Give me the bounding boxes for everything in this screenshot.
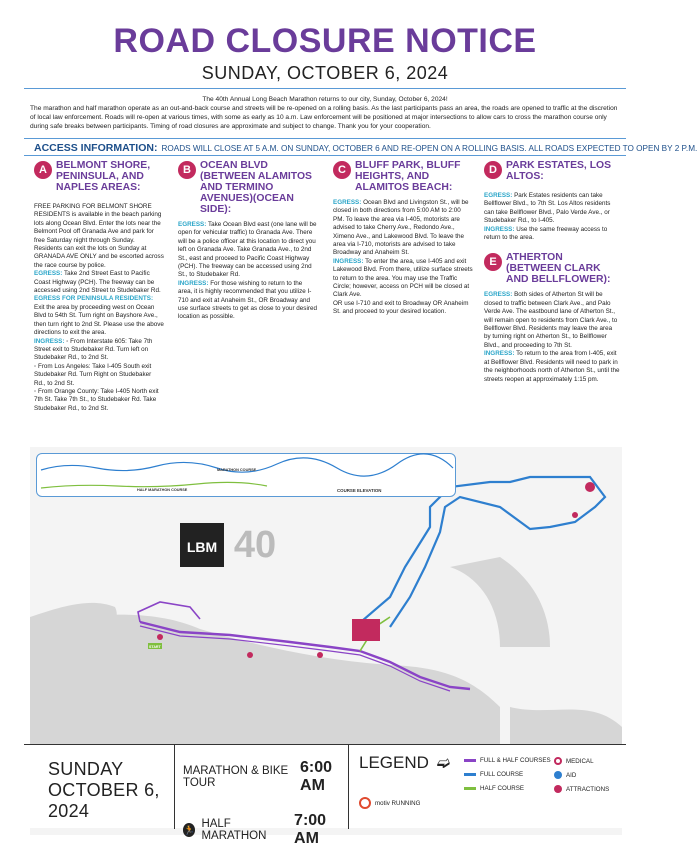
legend-both-label: FULL & HALF COURSES xyxy=(480,757,551,764)
section-a-egress: Take 2nd Street East to Pacific Coast Highway (PCH). The freeway can be accessed using 2nd Street to Studebaker Rd. xyxy=(34,270,161,295)
legend-full-label: FULL COURSE xyxy=(480,771,524,778)
section-b-ingress: For those wishing to return to the area, it is highly recommended that you utilize I-710 and exit at Anaheim St., OR Broadway and use surface streets to get as close to your desired location as possible. xyxy=(178,279,317,321)
legend-full xyxy=(464,771,523,778)
sponsor xyxy=(359,797,420,809)
section-c-title: BLUFF PARK, BLUFF HEIGHTS, AND ALAMITOS BEACH: xyxy=(355,160,461,193)
start-label: START xyxy=(149,645,161,649)
motiv-icon xyxy=(359,797,371,809)
section-e xyxy=(484,252,620,285)
legend xyxy=(349,745,626,829)
section-c-ingress: To enter the area, use I-405 and exit Lakewood Blvd. From there, utilize surface streets to return to the area. You may use the Traffic Circle; however, access on PCH will be closed at Clark Ave. xyxy=(333,257,473,299)
aid-icon xyxy=(554,771,562,779)
ingress-label: INGRESS: xyxy=(484,350,515,358)
event2-time: 7:00 AM xyxy=(294,812,327,847)
logo-number: 40 xyxy=(233,524,277,566)
event1-time: 6:00 AM xyxy=(300,759,333,794)
attraction-icon xyxy=(157,634,163,640)
section-d-title: PARK ESTATES, LOS ALTOS: xyxy=(506,160,612,182)
finish-marker xyxy=(352,619,380,641)
section-a-title: BELMONT SHORE, PENINSULA, AND NAPLES AREAS: xyxy=(56,160,151,193)
section-d-egress: Park Estates residents can take Bellflower Blvd., to 7th St. Los Altos residents can take Bellflower Blvd., Palo Verde Ave., or Studebaker Rd., to I-405. xyxy=(484,192,611,225)
half-course-label: HALF MARATHON COURSE xyxy=(137,488,188,492)
section-a xyxy=(34,160,164,413)
footer-date xyxy=(24,745,174,829)
legend-attractions-label: ATTRACTIONS xyxy=(566,785,610,793)
attraction-icon xyxy=(572,512,578,518)
legend-medical-label: MEDICAL xyxy=(566,757,594,765)
ingress-label: INGRESS: xyxy=(178,279,209,287)
egress-label: EGRESS: xyxy=(178,221,207,228)
attraction-icon xyxy=(317,652,323,658)
egress-label: EGRESS: xyxy=(484,192,513,199)
egress-label: EGRESS: xyxy=(333,199,362,206)
badge-d: D xyxy=(484,161,502,179)
divider xyxy=(24,88,626,89)
access-text: ROADS WILL CLOSE AT 5 A.M. ON SUNDAY, OCTOBER 6 AND RE-OPEN ON A ROLLING BASIS. ALL ROADS EXPECTED TO OPEN BY 2 P.M. xyxy=(161,144,697,153)
badge-e: E xyxy=(484,253,502,271)
peninsula-label: EGRESS FOR PENINSULA RESIDENTS: xyxy=(34,295,154,303)
legend-medical xyxy=(554,757,594,765)
footer-date-text: OCTOBER 6, 2024 xyxy=(48,780,160,821)
ingress-label: INGRESS: xyxy=(34,337,65,345)
event1-label: MARATHON & BIKE TOUR xyxy=(183,765,289,789)
section-a-parking: FREE PARKING FOR BELMONT SHORE RESIDENTS is available in the beach parking lots along Ocean Blvd. Enter the lots near the Belmont Pool off Granada Ave and park for free Saturday night through Sunday. Residents can exit the lots on Sunday at GRANADA AVE ONLY and be escorted across the race course by police. xyxy=(34,203,164,269)
section-e-egress: Both sides of Atherton St will be closed to traffic between Clark Ave., and Palo Verde Ave. The eastbound lane of Atherton St., will remain open to residents from Clark Ave., to Bellflower Blvd. Residents may leave the area by turning right on Atherton St., to Bellflower Blvd., and proceeding to 7th St. xyxy=(484,291,618,349)
legend-attractions xyxy=(554,785,609,793)
divider xyxy=(24,155,626,156)
section-a-peninsula: Exit the area by proceeding west on Ocean Blvd to 54th St. Turn right on Bayshore Ave., then turn right to 2nd St. Please use the above directions to exit the area. xyxy=(34,303,164,337)
section-b xyxy=(178,160,318,322)
footer xyxy=(24,744,626,847)
elevation-graphic xyxy=(37,454,457,498)
egress-label: EGRESS: xyxy=(34,270,63,278)
legend-half-label: HALF COURSE xyxy=(480,785,525,792)
elevation-chart xyxy=(36,453,456,497)
half-course-swatch xyxy=(464,787,476,790)
badge-a: A xyxy=(34,161,52,179)
section-b-egress: Take Ocean Blvd east (one lane will be open for vehicular traffic) to Granada Ave. There will be a police officer at this location to direct you left on Granada Ave. Take Granada Ave., to 2nd St., east and proceed to Pacific Coast Highway (PCH). The freeway can be accessed using 2nd St., to Studebaker Rd. xyxy=(178,221,317,279)
section-d-ingress: Use the same freeway access to return to the area. xyxy=(484,225,608,242)
section-c-egress: Ocean Blvd and Livingston St., will be closed in both directions from 5:00 AM to 2:00 PM. To leave the area via I-405, motorists are advised to take Cherry Ave., Redondo Ave., Ximeno Ave., and Lakewood Blvd. To leave the area via I-710, motorists are advised to take Broadway and Anaheim St. xyxy=(333,199,469,257)
section-c-or: OR use I-710 and exit to Broadway OR Anaheim St. and proceed to your desired location. xyxy=(333,299,469,316)
egress-label: EGRESS: xyxy=(484,291,513,299)
elevation-title: COURSE ELEVATION xyxy=(337,488,382,493)
section-e-ingress: To return to the area from I-405, exit at Bellflower Blvd. Residents will need to park in the neighborhoods north of Atherton St., until the streets reopen at approximately 1:15 pm. xyxy=(484,350,620,383)
river xyxy=(450,557,550,647)
section-a-oc: ◦ From Orange County: Take I-405 North exit 7th St. Take 7th St., to Studebaker Rd. Take Studebaker Rd., to 2nd St. xyxy=(34,387,159,412)
intro-body: The marathon and half marathon operate as an out-and-back course and streets will be re-opened on a rolling basis. As the last participants pass an area, the roads are opened to traffic at the discretion of local law enforcement. Roads will re-open at various times, with some as early as 10 a.m. Law enforcement will be positioned at major intersections to allow cars to cross the marathon course only during safe breaks between participants. Timing of road closures are approximate and subject to change. Thank you for your cooperation. xyxy=(30,105,618,130)
medical-icon xyxy=(554,757,562,765)
legend-aid-label: AID xyxy=(566,771,577,779)
intro xyxy=(30,95,620,131)
event2-label: HALF MARATHON xyxy=(201,818,267,842)
access-info xyxy=(34,142,697,154)
bay xyxy=(510,707,622,747)
badge-c: C xyxy=(333,161,351,179)
section-e-title: ATHERTON (BETWEEN CLARK AND BELLFLOWER): xyxy=(506,252,611,286)
logo-text: LBM xyxy=(186,539,218,555)
section-a-ingress: ◦ From Interstate 605: Take 7th Street exit to Studebaker Rd. Turn left on Studebaker Rd., to 2nd St. xyxy=(34,337,153,362)
legend-both xyxy=(464,757,551,764)
divider xyxy=(24,138,626,139)
medical-icon xyxy=(585,482,595,492)
full-course-route xyxy=(355,477,605,627)
page-title: ROAD CLOSURE NOTICE xyxy=(113,22,537,60)
section-b-title: OCEAN BLVD (BETWEEN ALAMITOS AND TERMINO AVENUES)(OCEAN SIDE): xyxy=(200,160,312,215)
both-course-swatch xyxy=(464,759,476,762)
marathon-course-label: MARATHON COURSE xyxy=(217,468,257,472)
access-label: ACCESS INFORMATION: xyxy=(34,142,158,154)
section-c xyxy=(333,160,473,317)
ingress-label: INGRESS: xyxy=(333,257,364,265)
full-course-swatch xyxy=(464,773,476,776)
arrow-icon: ➫ xyxy=(436,755,451,772)
badge-b: B xyxy=(178,161,196,179)
section-a-la: ◦ From Los Angeles: Take I-405 South exit Studebaker Rd. Turn Right on Studebaker Rd., to 2nd St. xyxy=(34,362,152,387)
legend-half xyxy=(464,785,524,792)
lbm-logo xyxy=(180,523,276,567)
legend-aid xyxy=(554,771,576,779)
event-date: SUNDAY, OCTOBER 6, 2024 xyxy=(201,63,449,83)
ingress-label: INGRESS: xyxy=(484,225,515,233)
attraction-icon xyxy=(247,652,253,658)
intro-lead: The 40th Annual Long Beach Marathon returns to our city, Sunday, October 6, 2024! xyxy=(202,96,448,103)
sponsor-label: motiv RUNNING xyxy=(375,799,421,807)
footer-day: SUNDAY xyxy=(48,759,124,779)
section-d xyxy=(484,160,620,384)
start-times xyxy=(174,745,349,847)
attraction-icon xyxy=(554,785,562,793)
legend-title: LEGEND xyxy=(359,753,429,772)
runner-icon: 🏃 xyxy=(183,825,195,835)
